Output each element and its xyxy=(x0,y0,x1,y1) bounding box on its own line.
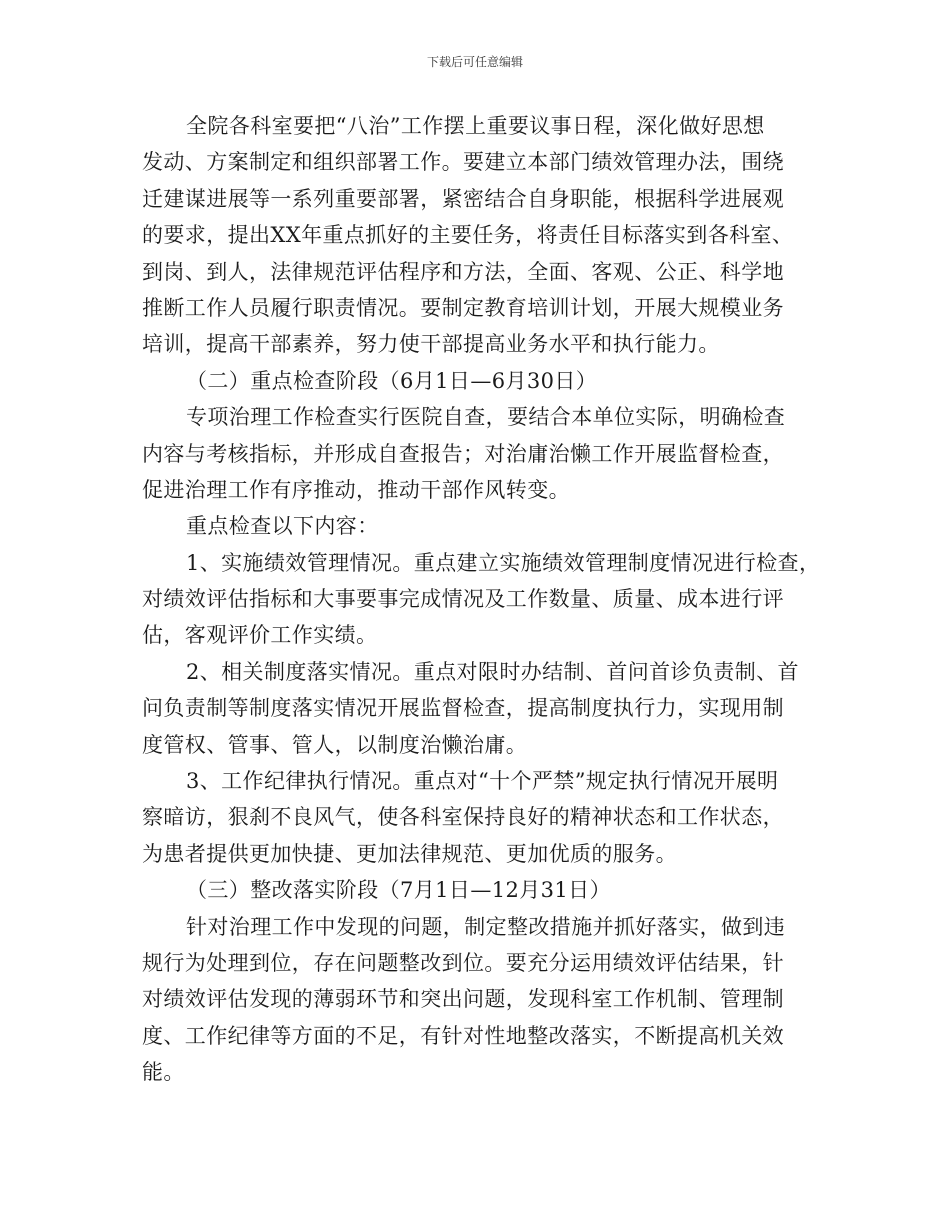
text-line: 1、实施绩效管理情况。重点建立实施绩效管理制度情况进行检查， xyxy=(186,550,821,575)
text-line: 为患者提供更加快捷、更加法律规范、更加优质的服务。 xyxy=(142,841,677,866)
text-line: 内容与考核指标，并形成自查报告；对治庸治懒工作开展监督检查， xyxy=(142,441,784,466)
text-line: （二）重点检查阶段（6月1日—6月30日） xyxy=(186,368,598,393)
text-line: （三）整改落实阶段（7月1日—12月31日） xyxy=(186,878,611,903)
text-line: 迁建谋进展等一系列重要部署，紧密结合自身职能，根据科学进展观 xyxy=(142,186,784,211)
text-line: 3、工作纪律执行情况。重点对“十个严禁”规定执行情况开展明 xyxy=(186,769,779,794)
text-line: 专项治理工作检查实行医院自查，要结合本单位实际，明确检查 xyxy=(186,405,786,430)
text-line: 规行为处理到位，存在问题整改到位。要充分运用绩效评估结果，针 xyxy=(142,950,784,975)
text-line: 推断工作人员履行职责情况。要制定教育培训计划，开展大规模业务 xyxy=(142,295,784,320)
text-line: 重点检查以下内容： xyxy=(186,514,379,539)
text-line: 估，客观评价工作实绩。 xyxy=(142,623,378,648)
text-line: 促进治理工作有序推动，推动干部作风转变。 xyxy=(142,477,570,502)
text-line: 能。 xyxy=(142,1060,185,1085)
text-line: 问负责制等制度落实情况开展监督检查，提高制度执行力，实现用制 xyxy=(142,696,784,721)
text-line: 2、相关制度落实情况。重点对限时办结制、首问首诊负责制、首 xyxy=(186,659,799,684)
document-body xyxy=(142,108,822,1091)
page-header: 下载后可任意编辑 xyxy=(426,55,523,69)
text-line: 发动、方案制定和组织部署工作。要建立本部门绩效管理办法，围绕 xyxy=(142,150,784,175)
text-line: 培训，提高干部素养，努力使干部提高业务水平和执行能力。 xyxy=(142,332,720,357)
text-line: 度、工作纪律等方面的不足，有针对性地整改落实，不断提高机关效 xyxy=(142,1023,784,1048)
text-line: 察暗访，狠刹不良风气，使各科室保持良好的精神状态和工作状态， xyxy=(142,805,784,830)
text-line: 全院各科室要把“八治”工作摆上重要议事日程，深化做好思想 xyxy=(186,114,765,138)
text-line: 对绩效评估发现的薄弱环节和突出问题，发现科室工作机制、管理制 xyxy=(142,987,784,1012)
text-line: 对绩效评估指标和大事要事完成情况及工作数量、质量、成本进行评 xyxy=(142,587,784,612)
text-line: 到岗、到人，法律规范评估程序和方法，全面、客观、公正、科学地 xyxy=(142,259,784,284)
text-line: 的要求，提出XX年重点抓好的主要任务，将责任目标落实到各科室、 xyxy=(142,223,794,248)
text-line: 针对治理工作中发现的问题，制定整改措施并抓好落实，做到违 xyxy=(186,914,786,939)
text-line: 度管权、管事、管人，以制度治懒治庸。 xyxy=(142,732,528,757)
